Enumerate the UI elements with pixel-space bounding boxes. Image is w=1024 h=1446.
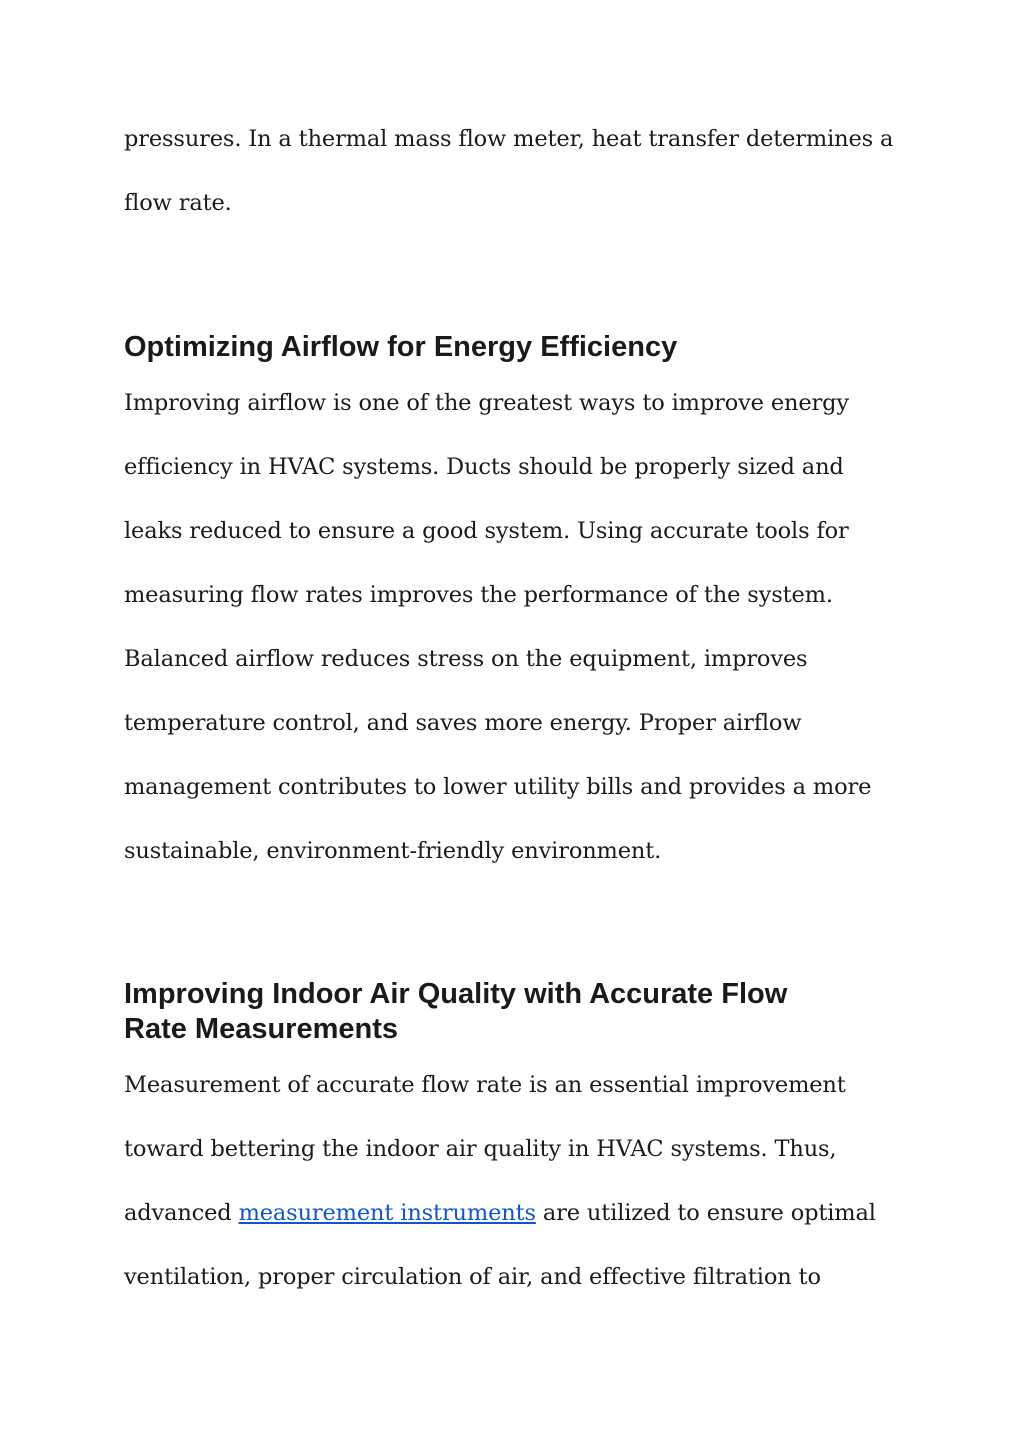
link-suffix-text: are utilized to ensure optimal: [535, 1200, 876, 1226]
paragraph-line-with-link: [124, 1198, 876, 1228]
paragraph-line: management contributes to lower utility bills and provides a more: [124, 774, 872, 800]
paragraph-line: flow rate.: [124, 190, 232, 216]
paragraph-line: toward bettering the indoor air quality in HVAC systems. Thus,: [124, 1136, 837, 1162]
measurement-instruments-link[interactable]: measurement instruments: [238, 1200, 536, 1226]
paragraph-line: measuring flow rates improves the performance of the system.: [124, 582, 833, 608]
paragraph-line: sustainable, environment-friendly environment.: [124, 838, 662, 864]
link-prefix-text: advanced: [124, 1200, 239, 1226]
paragraph-line: pressures. In a thermal mass flow meter, heat transfer determines a: [124, 126, 894, 152]
paragraph-line: Measurement of accurate flow rate is an essential improvement: [124, 1072, 846, 1098]
section-heading-indoor-air-quality: Improving Indoor Air Quality with Accurate Flow: [124, 978, 788, 1010]
paragraph-line: efficiency in HVAC systems. Ducts should be properly sized and: [124, 454, 844, 480]
section-heading-energy-efficiency: Optimizing Airflow for Energy Efficiency: [124, 331, 678, 363]
paragraph-line: ventilation, proper circulation of air, and effective filtration to: [124, 1264, 821, 1290]
paragraph-line: Balanced airflow reduces stress on the equipment, improves: [124, 646, 808, 672]
paragraph-line: temperature control, and saves more energy. Proper airflow: [124, 710, 802, 736]
paragraph-line: leaks reduced to ensure a good system. Using accurate tools for: [124, 518, 849, 544]
section-heading-indoor-air-quality-continued: Rate Measurements: [124, 1013, 398, 1045]
paragraph-line: Improving airflow is one of the greatest ways to improve energy: [124, 390, 849, 416]
